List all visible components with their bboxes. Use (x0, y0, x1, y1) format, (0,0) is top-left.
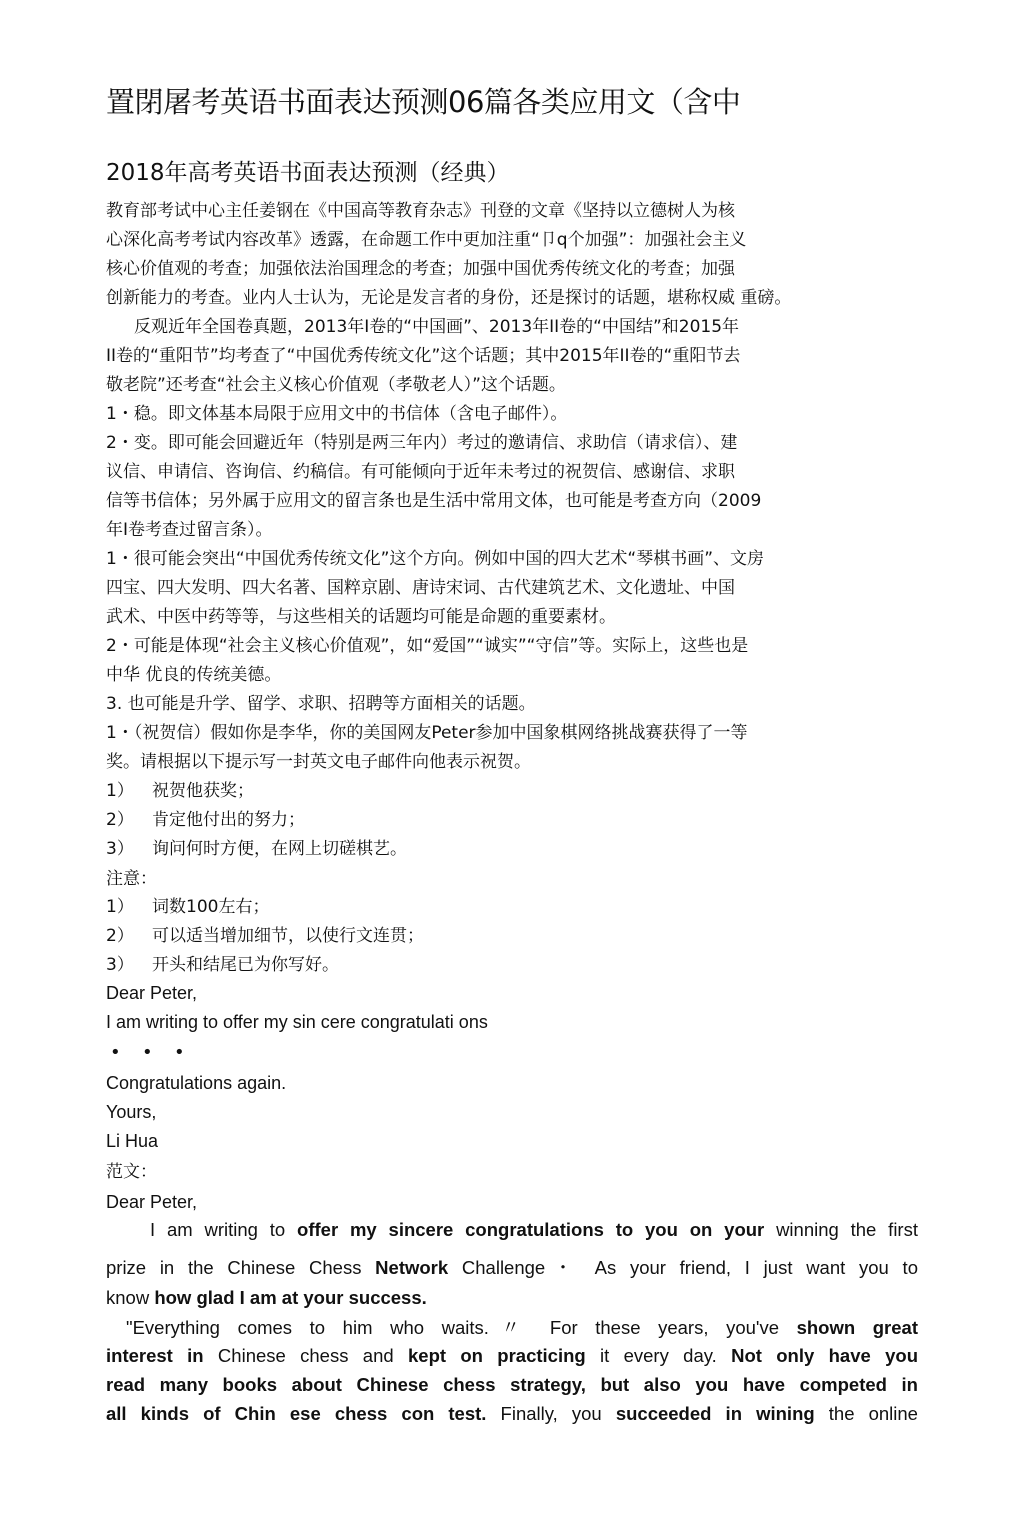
sample-line (106, 1403, 918, 1425)
note-item (106, 896, 269, 918)
intro-line: 奖。请根据以下提示写一封英文电子邮件向他表示祝贺。 (106, 752, 531, 772)
ellipsis-dots (110, 1042, 206, 1063)
sample-bold-phrase: shown great (796, 1317, 918, 1338)
sample-text: know (106, 1287, 155, 1308)
sample-text: I am writing to (150, 1219, 298, 1240)
sample-label: 范文： (106, 1162, 157, 1182)
task-point-number: 2） (106, 810, 134, 830)
letter-closing: Congratulations again. (106, 1073, 287, 1093)
intro-line: 中华 优良的传统美德。 (106, 665, 282, 685)
note-item-number: 3） (106, 955, 134, 975)
intro-line: 2・可能是体现“社会主义核心价值观”，如“爱国”“诚实”“守信”等。实际上，这些也是 (106, 636, 749, 656)
letter-signoff: Yours, (106, 1102, 157, 1122)
intro-line: 1・稳。即文体基本局限于应用文中的书信体（含电子邮件）。 (106, 404, 568, 424)
sample-bold-phrase: kept on practicing (408, 1345, 586, 1366)
sample-line (106, 1345, 918, 1367)
sample-text: Challenge・ As your friend, I just want you to (448, 1257, 918, 1278)
note-item-number: 2） (106, 926, 134, 946)
intro-line: 年I卷考查过留言条）。 (106, 520, 273, 540)
sample-bold-phrase: succeeded in wining (615, 1403, 815, 1424)
intro-line: 教育部考试中心主任姜钢在《中国高等教育杂志》刊登的文章《坚持以立德树人为核 (106, 201, 735, 221)
sample-text: Finally, you (486, 1403, 616, 1424)
dot: • (174, 1042, 185, 1063)
sample-text: the online (814, 1403, 918, 1424)
sample-bold-phrase: how glad I am at your success. (154, 1287, 427, 1308)
intro-line: 核心价值观的考查；加强依法治国理念的考查；加强中国优秀传统文化的考查；加强 (106, 259, 735, 279)
note-item-text: 可以适当增加细节，以使行文连贯； (152, 926, 424, 946)
sample-text: winning the first (764, 1219, 918, 1240)
task-point-number: 3） (106, 839, 134, 859)
intro-line: 四宝、四大发明、四大名著、国粹京剧、唐诗宋词、古代建筑艺术、文化遗址、中国 (106, 578, 735, 598)
task-point (106, 838, 407, 860)
intro-line: 1・很可能会突出“中国优秀传统文化”这个方向。例如中国的四大艺术“琴棋书画”、文房 (106, 549, 765, 569)
sample-bold-phrase: Network (375, 1257, 449, 1278)
sample-line (126, 1314, 918, 1340)
intro-line: 敬老院”还考查“社会主义核心价值观（孝敬老人）”这个话题。 (106, 375, 566, 395)
sample-line (150, 1219, 918, 1241)
intro-line: 武术、中医中药等等，与这些相关的话题均可能是命题的重要素材。 (106, 607, 616, 627)
letter-greeting: Dear Peter, (106, 983, 198, 1003)
intro-line: 反观近年全国卷真题，2013年I卷的“中国画”、2013年II卷的“中国结”和2015年 (134, 317, 740, 337)
sample-bold-phrase: offer my sincere congratulations to you on your (297, 1219, 765, 1240)
sample-bold-phrase: interest in (106, 1345, 204, 1366)
sample-line (106, 1287, 918, 1309)
intro-line: 2・变。即可能会回避近年（特别是两三年内）考过的邀请信、求助信（请求信）、建 (106, 433, 738, 453)
intro-line: 议信、申请信、咨询信、约稿信。有可能倾向于近年未考过的祝贺信、感谢信、求职 (106, 462, 735, 482)
intro-line: 心深化高考考试内容改革》透露，在命题工作中更加注重“卩q个加强”：加强社会主义 (106, 230, 747, 250)
task-point-text: 肯定他付出的努力； (152, 810, 305, 830)
task-point-text: 询问何时方便，在网上切磋棋艺。 (152, 839, 407, 859)
sample-text: it every day. (585, 1345, 732, 1366)
task-point (106, 780, 254, 802)
intro-line: 1・（祝贺信）假如你是李华，你的美国网友Peter参加中国象棋网络挑战赛获得了一等 (106, 723, 748, 743)
notes-label: 注意： (106, 869, 157, 889)
sample-bold-phrase: read many books about Chinese chess strategy, but also you have competed in (106, 1374, 918, 1395)
dot: • (142, 1042, 153, 1063)
note-item-text: 词数100左右； (152, 897, 270, 917)
letter-name: Li Hua (106, 1131, 159, 1151)
intro-line: 创新能力的考查。业内人士认为，无论是发言者的身份，还是探讨的话题，堪称权威 重磅。 (106, 288, 792, 308)
intro-line: 信等书信体；另外属于应用文的留言条也是生活中常用文体，也可能是考查方向（2009 (106, 491, 762, 511)
note-item (106, 925, 424, 947)
note-item (106, 954, 339, 976)
document-subtitle: 2018年高考英语书面表达预测（经典） (106, 160, 510, 186)
task-point-number: 1） (106, 781, 134, 801)
note-item-text: 开头和结尾已为你写好。 (152, 955, 339, 975)
sample-line (106, 1254, 918, 1280)
sample-text: prize in the Chinese Chess (106, 1257, 376, 1278)
letter-opening: I am writing to offer my sin cere congratulati ons (106, 1012, 488, 1032)
sample-text: "Everything comes to him who waits.〃 For these years, you've (126, 1317, 797, 1338)
task-point-text: 祝贺他获奖； (152, 781, 254, 801)
intro-line: II卷的“重阳节”均考查了“中国优秀传统文化”这个话题；其中2015年II卷的“重阳节去 (106, 346, 741, 366)
sample-bold-phrase: all kinds of Chin ese chess con test. (106, 1403, 487, 1424)
document-title: 置閉屠考英语书面表达预测06篇各类应用文（含中 (106, 85, 741, 119)
sample-line (106, 1374, 918, 1396)
sample-bold-phrase: Not only have you (731, 1345, 918, 1366)
note-item-number: 1） (106, 897, 134, 917)
task-point (106, 809, 305, 831)
intro-line: 3. 也可能是升学、留学、求职、招聘等方面相关的话题。 (106, 694, 536, 714)
sample-text: Chinese chess and (203, 1345, 408, 1366)
dot: • (110, 1042, 121, 1063)
sample-greeting: Dear Peter, (106, 1192, 198, 1212)
